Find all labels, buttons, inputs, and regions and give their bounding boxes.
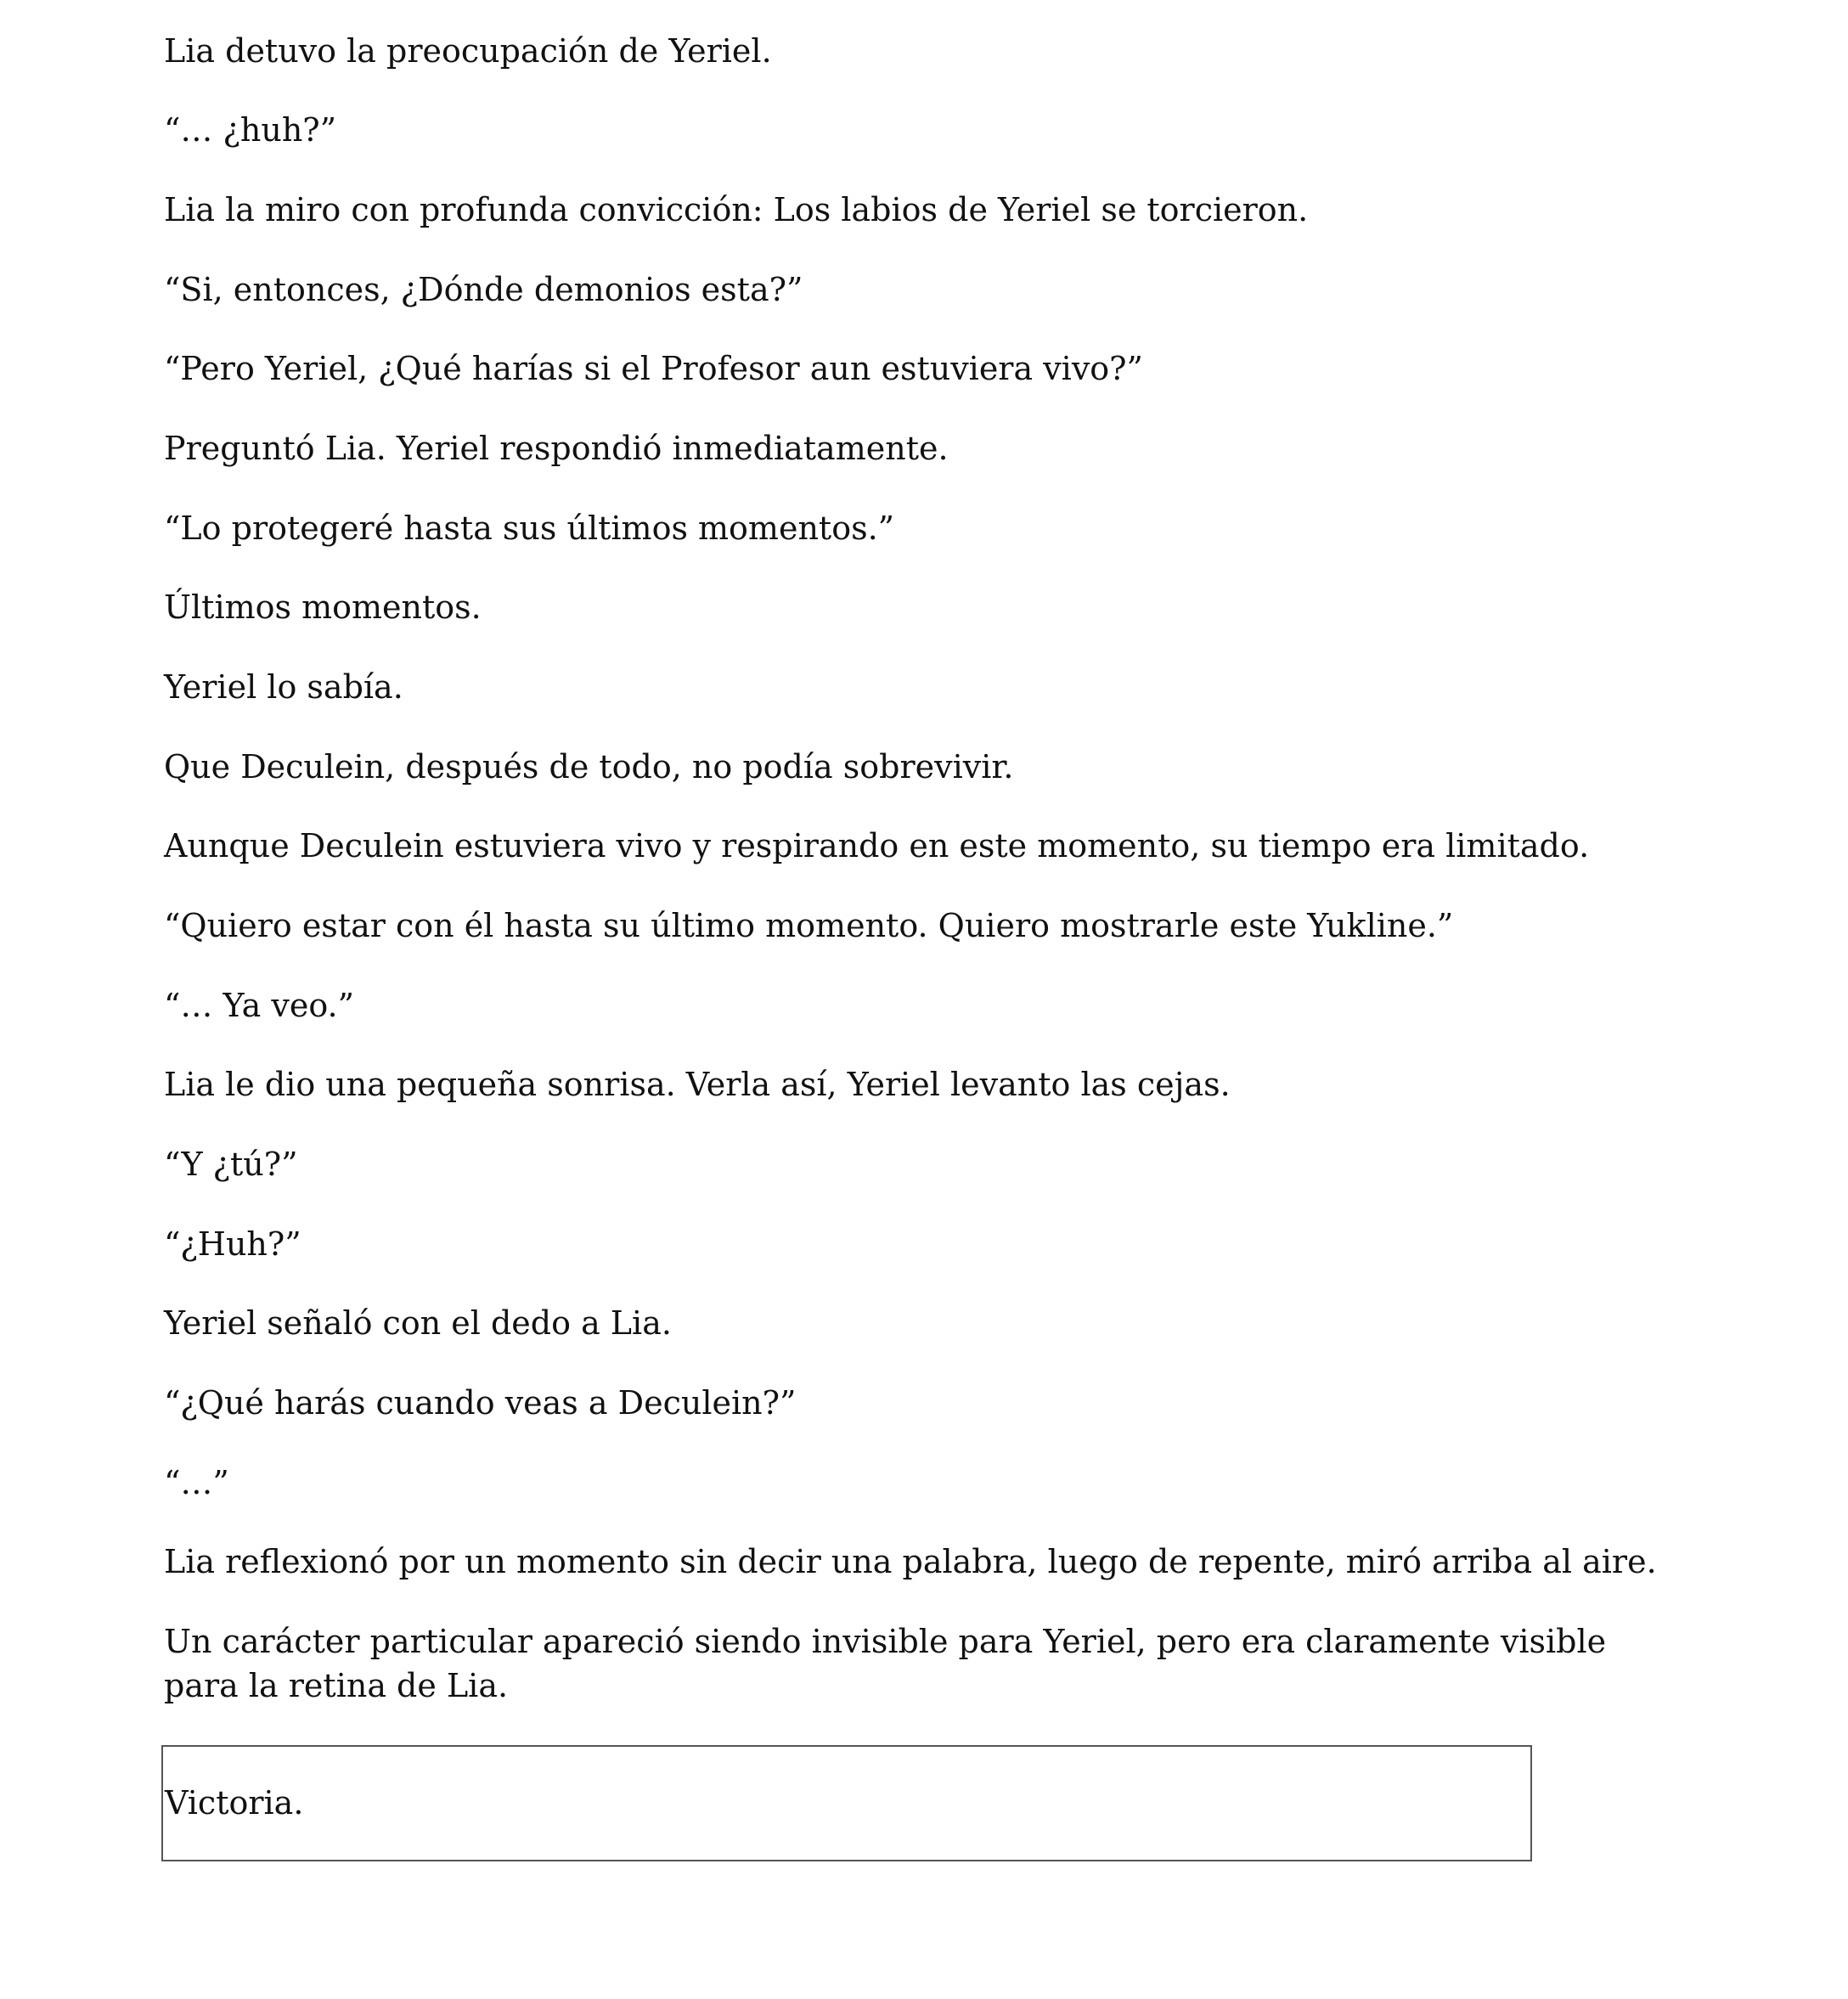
paragraph: “¿Huh?” [164,1225,301,1263]
paragraph: Lia la miro con profunda convicción: Los labios de Yeriel se torcieron. [164,191,1309,228]
paragraph: “Si, entonces, ¿Dónde demonios esta?” [164,271,803,308]
paragraph: “Quiero estar con él hasta su último momento. Quiero mostrarle este Yukline.” [164,907,1454,944]
system-message-box [161,1745,1532,1861]
paragraph: “¿Qué harás cuando veas a Deculein?” [164,1384,797,1422]
paragraph: Aunque Deculein estuviera vivo y respirando en este momento, su tiempo era limitado. [164,827,1590,864]
paragraph: Últimos momentos. [164,588,482,626]
paragraph: “…” [164,1464,229,1501]
paragraph: “… ¿huh?” [164,111,337,149]
paragraph: “Lo protegeré hasta sus últimos momentos.” [164,510,895,547]
paragraph: Lia le dio una pequeña sonrisa. Verla así, Yeriel levanto las cejas. [164,1066,1231,1103]
paragraph: “Pero Yeriel, ¿Qué harías si el Profesor aun estuviera vivo?” [164,350,1143,387]
paragraph: “… Ya veo.” [164,987,355,1024]
paragraph: Lia reflexionó por un momento sin decir una palabra, luego de repente, miró arriba al aire. [164,1543,1657,1580]
paragraph: Lia detuvo la preocupación de Yeriel. [164,32,772,70]
paragraph: Yeriel lo sabía. [164,668,403,706]
paragraph: “Y ¿tú?” [164,1146,298,1183]
paragraph: Que Deculein, después de todo, no podía sobrevivir. [164,748,1014,786]
paragraph: Un carácter particular apareció siendo invisible para Yeriel, pero era claramente visible para la retina de Lia. [164,1623,1607,1704]
paragraph: Preguntó Lia. Yeriel respondió inmediatamente. [164,430,949,467]
paragraph: Yeriel señaló con el dedo a Lia. [164,1304,672,1342]
system-message-text: Victoria. [165,1784,304,1822]
